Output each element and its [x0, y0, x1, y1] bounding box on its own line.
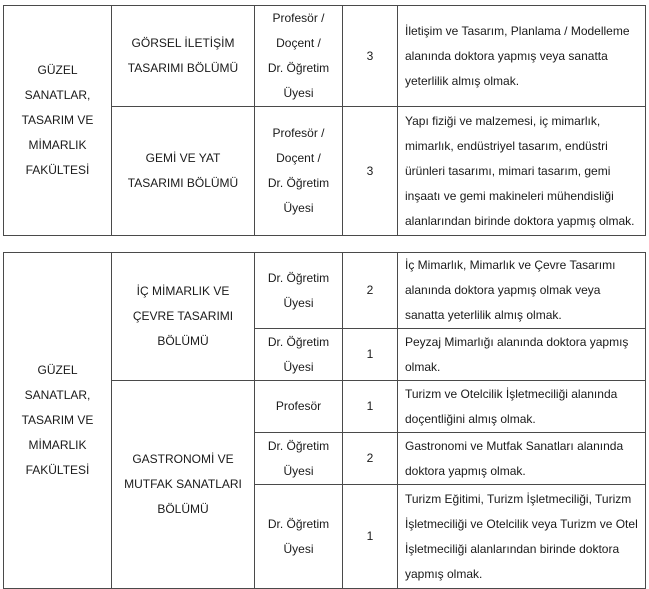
count-cell: 1 — [343, 485, 398, 589]
table-row — [4, 253, 646, 329]
department-cell: GASTRONOMİ VE MUTFAK SANATLARI BÖLÜMÜ — [112, 381, 255, 589]
title-cell: Dr. Öğretim Üyesi — [255, 485, 343, 589]
requirement-cell: İç Mimarlık, Mimarlık ve Çevre Tasarımı alanında doktora yapmış olmak veya sanatta yeterlilik almış olmak. — [398, 253, 646, 329]
requirement-cell: Gastronomi ve Mutfak Sanatları alanında doktora yapmış olmak. — [398, 433, 646, 485]
title-cell: Profesör — [255, 381, 343, 433]
title-cell: Dr. Öğretim Üyesi — [255, 329, 343, 381]
faculty-cell: GÜZEL SANATLAR, TASARIM VE MİMARLIK FAKÜLTESİ — [4, 6, 112, 236]
title-cell: Dr. Öğretim Üyesi — [255, 433, 343, 485]
department-cell: GÖRSEL İLETİŞİM TASARIMI BÖLÜMÜ — [112, 6, 255, 107]
count-cell: 2 — [343, 253, 398, 329]
count-cell: 1 — [343, 381, 398, 433]
requirement-cell: Turizm Eğitimi, Turizm İşletmeciliği, Turizm İşletmeciliği ve Otelcilik veya Turizm ve Otel İşletmeciliği alanlarından birinde doktora yapmış olmak. — [398, 485, 646, 589]
requirement-cell: Turizm ve Otelcilik İşletmeciliği alanında doçentliğini almış olmak. — [398, 381, 646, 433]
title-cell: Profesör / Doçent / Dr. Öğretim Üyesi — [255, 6, 343, 107]
department-cell: İÇ MİMARLIK VE ÇEVRE TASARIMI BÖLÜMÜ — [112, 253, 255, 381]
position-table-1 — [3, 5, 646, 236]
department-cell: GEMİ VE YAT TASARIMI BÖLÜMÜ — [112, 107, 255, 236]
faculty-cell: GÜZEL SANATLAR, TASARIM VE MİMARLIK FAKÜLTESİ — [4, 253, 112, 589]
title-cell: Dr. Öğretim Üyesi — [255, 253, 343, 329]
count-cell: 3 — [343, 6, 398, 107]
count-cell: 1 — [343, 329, 398, 381]
title-cell: Profesör / Doçent / Dr. Öğretim Üyesi — [255, 107, 343, 236]
count-cell: 3 — [343, 107, 398, 236]
requirement-cell: İletişim ve Tasarım, Planlama / Modelleme alanında doktora yapmış veya sanatta yeterlilik almış olmak. — [398, 6, 646, 107]
count-cell: 2 — [343, 433, 398, 485]
requirement-cell: Peyzaj Mimarlığı alanında doktora yapmış olmak. — [398, 329, 646, 381]
position-table-2 — [3, 252, 646, 589]
table-row — [4, 6, 646, 107]
requirement-cell: Yapı fiziği ve malzemesi, iç mimarlık, mimarlık, endüstriyel tasarım, endüstri ürünleri tasarımı, mimari tasarım, gemi inşaatı ve gemi makineleri mühendisliği alanlarından birinde doktora yapmış olmak. — [398, 107, 646, 236]
